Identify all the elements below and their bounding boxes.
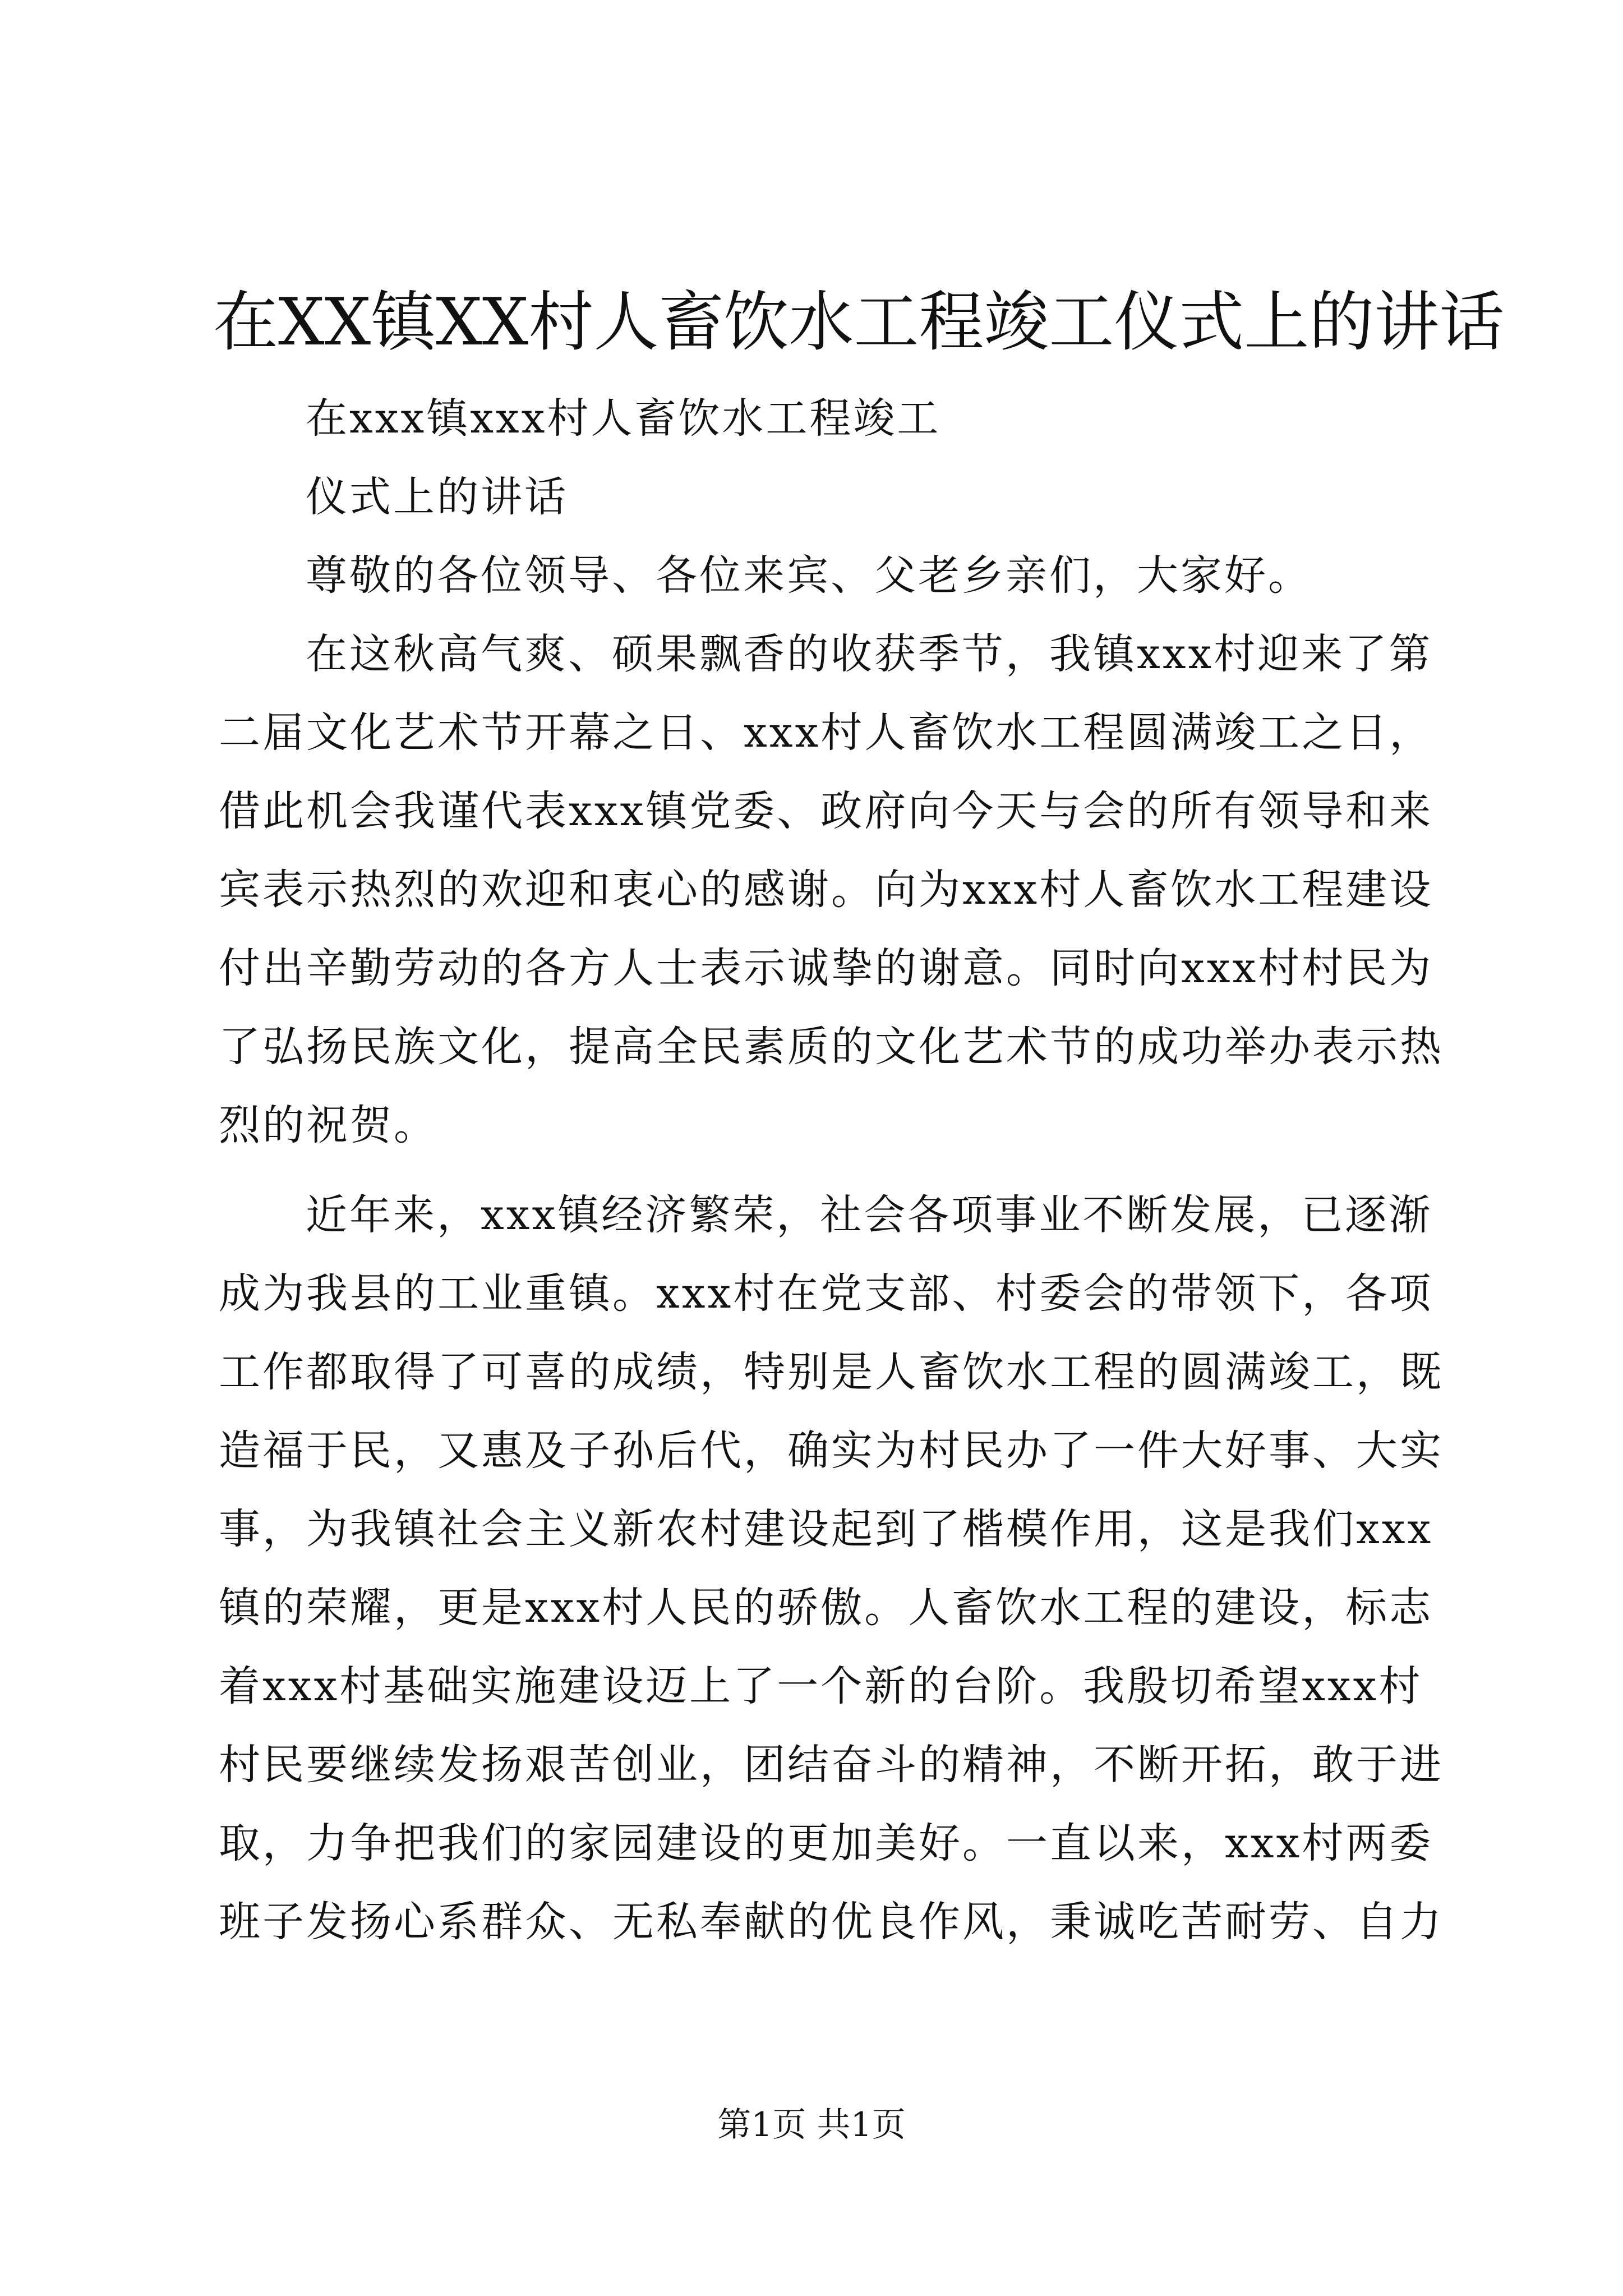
paragraph-2-line-5: 事，为我镇社会主义新农村建设起到了楷模作用，这是我们xxx <box>219 1505 1433 1553</box>
document-title: 在XX镇XX村人畜饮水工程竣工仪式上的讲话 <box>213 284 1505 360</box>
paragraph-1-line-4: 宾表示热烈的欢迎和衷心的感谢。向为xxx村人畜饮水工程建设 <box>219 866 1433 914</box>
paragraph-2-line-9: 取，力争把我们的家园建设的更加美好。一直以来，xxx村两委 <box>219 1819 1433 1867</box>
subtitle-line-1: 在xxx镇xxx村人畜饮水工程竣工 <box>306 394 941 443</box>
paragraph-2-line-3: 工作都取得了可喜的成绩，特别是人畜饮水工程的圆满竣工，既 <box>219 1348 1444 1396</box>
page-footer: 第1页 共1页 <box>717 2105 906 2145</box>
paragraph-1-line-3: 借此机会我谨代表xxx镇党委、政府向今天与会的所有领导和来 <box>219 787 1433 835</box>
subtitle-line-2: 仪式上的讲话 <box>306 473 568 521</box>
paragraph-1-line-1: 在这秋高气爽、硕果飘香的收获季节，我镇xxx村迎来了第 <box>306 630 1433 678</box>
paragraph-1-line-6: 了弘扬民族文化，提高全民素质的文化艺术节的成功举办表示热 <box>219 1023 1444 1071</box>
paragraph-2-line-10: 班子发扬心系群众、无私奉献的优良作风，秉诚吃苦耐劳、自力 <box>219 1898 1444 1946</box>
paragraph-2-line-6: 镇的荣耀，更是xxx村人民的骄傲。人畜饮水工程的建设，标志 <box>219 1584 1433 1632</box>
paragraph-1-line-7: 烈的祝贺。 <box>219 1101 437 1149</box>
paragraph-2-line-1: 近年来，xxx镇经济繁荣，社会各项事业不断发展，已逐渐 <box>306 1191 1433 1239</box>
paragraph-2-line-4: 造福于民，又惠及子孙后代，确实为村民办了一件大好事、大实 <box>219 1427 1444 1475</box>
paragraph-1-line-5: 付出辛勤劳动的各方人士表示诚挚的谢意。同时向xxx村村民为 <box>219 944 1433 992</box>
paragraph-1-line-2: 二届文化艺术节开幕之日、xxx村人畜饮水工程圆满竣工之日， <box>219 708 1433 757</box>
paragraph-2-line-2: 成为我县的工业重镇。xxx村在党支部、村委会的带领下，各项 <box>219 1269 1433 1318</box>
paragraph-2-line-8: 村民要继续发扬艰苦创业，团结奋斗的精神，不断开拓，敢于进 <box>219 1741 1444 1789</box>
paragraph-2-line-7: 着xxx村基础实施建设迈上了一个新的台阶。我殷切希望xxx村 <box>219 1662 1423 1710</box>
greeting-line: 尊敬的各位领导、各位来宾、父老乡亲们，大家好。 <box>306 551 1312 600</box>
